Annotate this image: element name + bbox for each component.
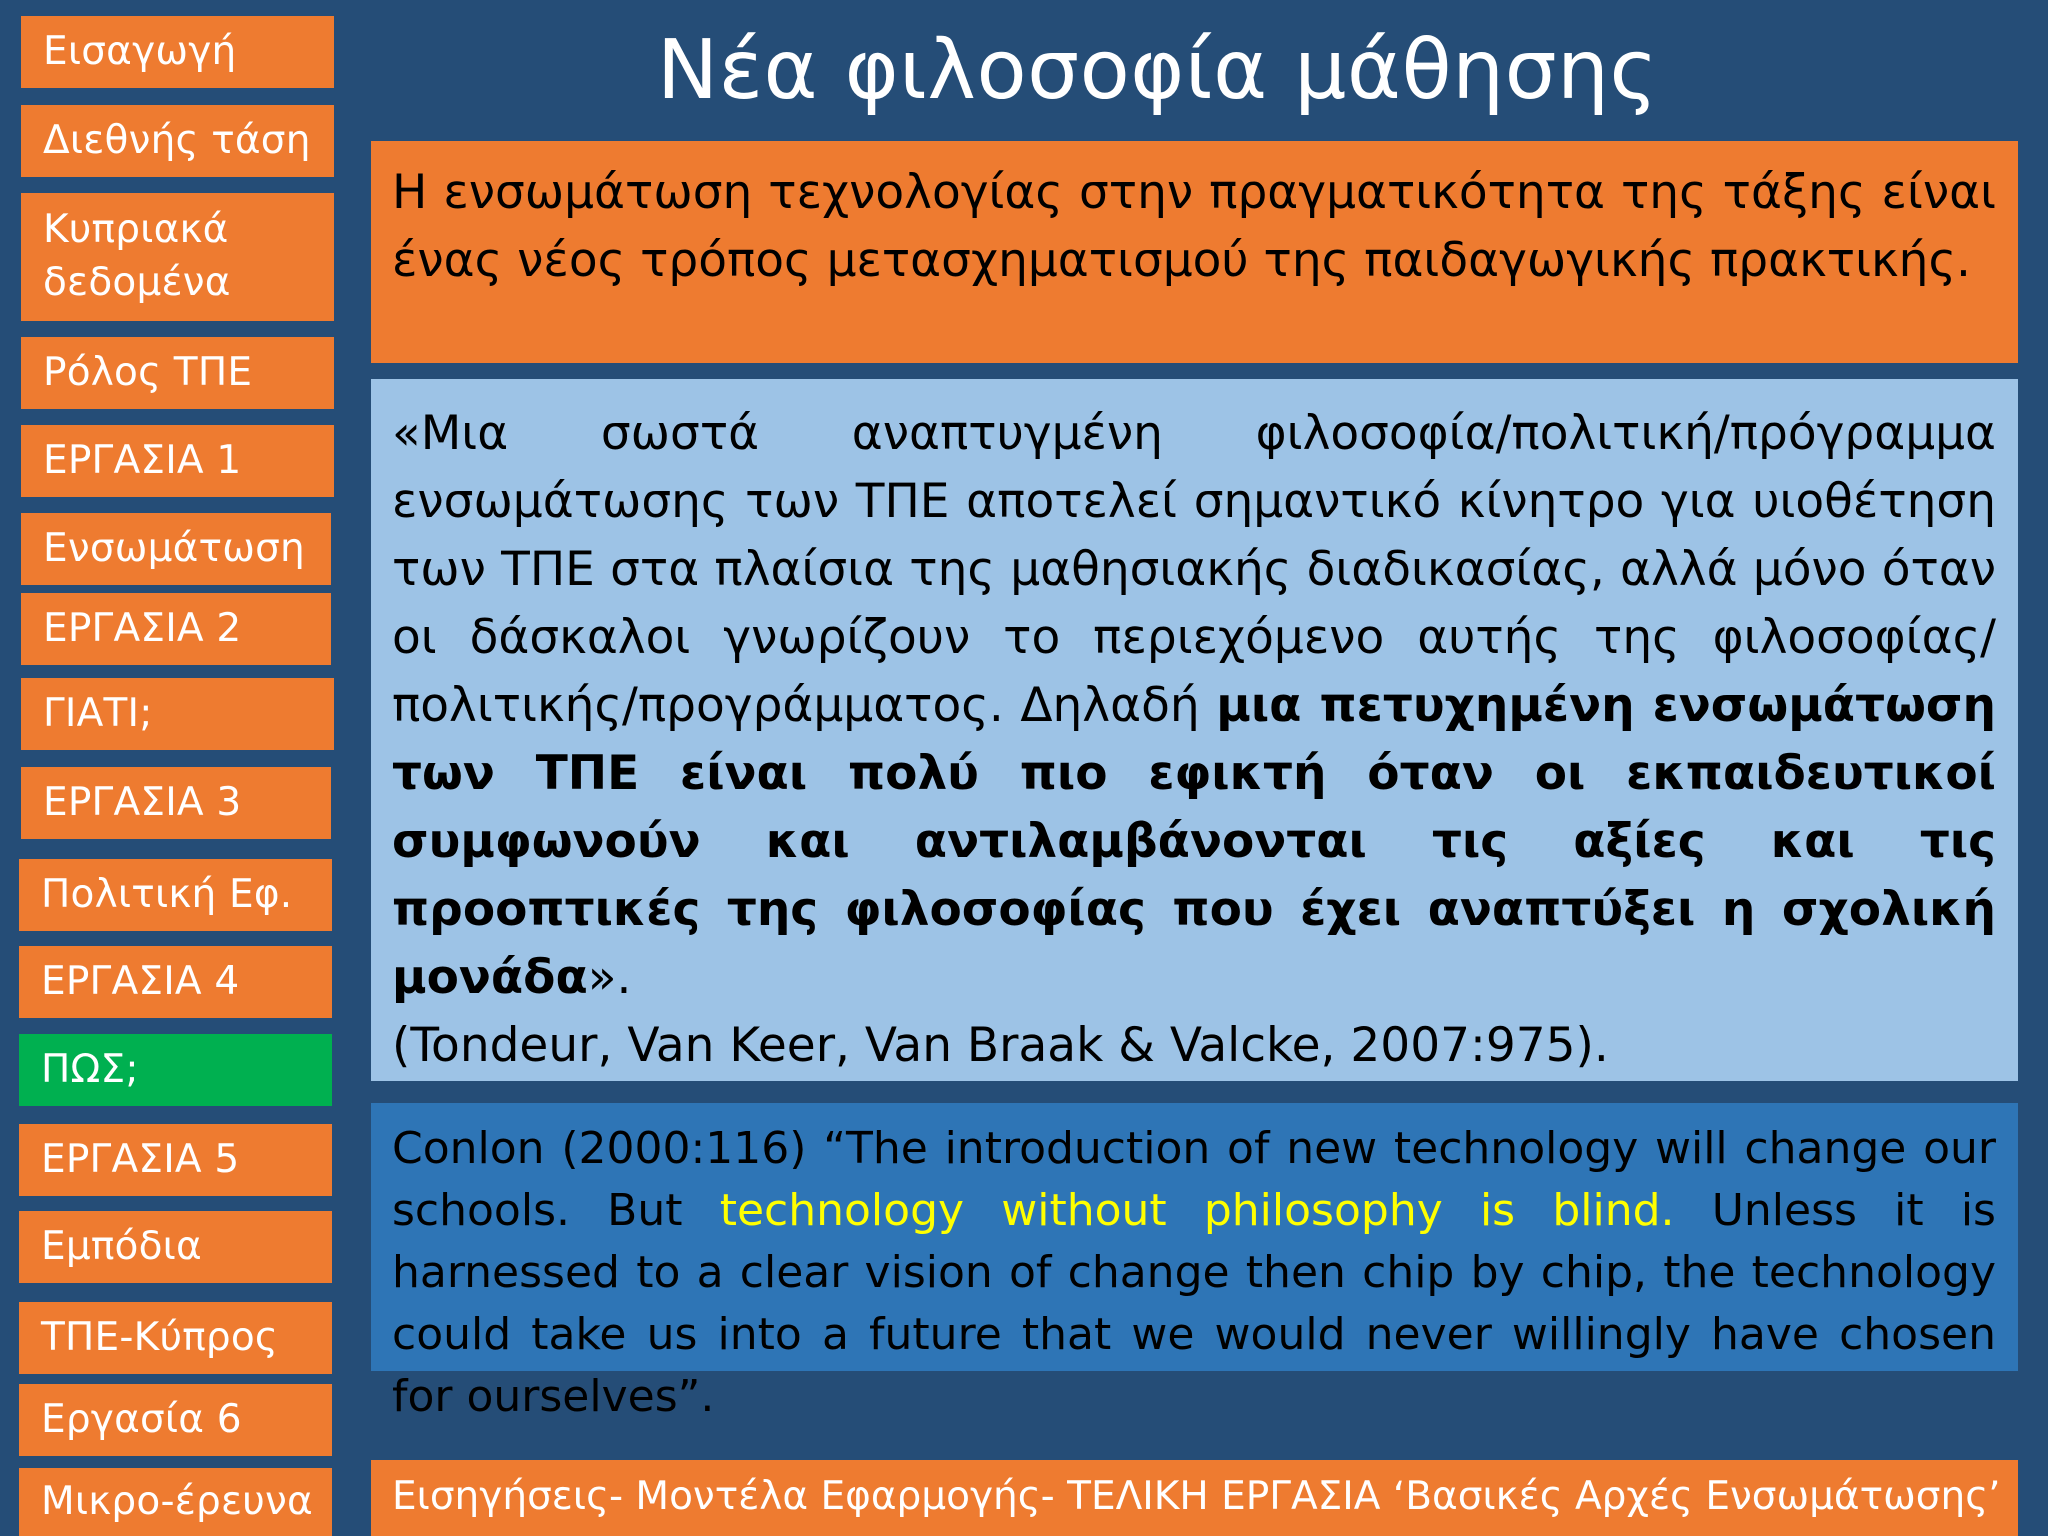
nav-item-ergasia-6[interactable]: Εργασία 6 bbox=[19, 1384, 332, 1456]
conlon-text-before: Conlon (2000:116) “The introduction of new technology will change our schools. But bbox=[392, 1123, 1996, 1236]
nav-item-politiki-ef[interactable]: Πολιτική Εφ. bbox=[19, 859, 332, 931]
intro-text: Η ενσωμάτωση τεχνολογίας στην πραγματικότητα της τάξης είναι ένας νέος τρόπος μετασχηματισμού της παιδαγωγικής πρακτικής. bbox=[392, 165, 1996, 288]
nav-item-kypriaka-dedomena[interactable]: Κυπριακά δεδομένα bbox=[21, 193, 334, 321]
footer-bar bbox=[371, 1460, 2018, 1536]
nav-item-ensomatosi[interactable]: Ενσωμάτωση bbox=[21, 513, 331, 585]
footer-text: Εισηγήσεις- Μοντέλα Εφαρμογής- ΤΕΛΙΚΗ ΕΡΓΑΣΙΑ ‘Βασικές Αρχές Ενσωμάτωσης’ bbox=[392, 1474, 2001, 1519]
quote-citation: (Tondeur, Van Keer, Van Braak & Valcke, 2007:975). bbox=[392, 1018, 1609, 1073]
conlon-box bbox=[371, 1103, 2018, 1422]
nav-item-tpe-kypros[interactable]: ΤΠΕ-Κύπρος bbox=[19, 1302, 332, 1374]
quote-text: «Μια σωστά αναπτυγμένη φιλοσοφία/πολιτική/πρόγραμμα ενσωμάτωσης των ΤΠΕ αποτελεί σημαντικό κίνητρο για υιοθέτηση των ΤΠΕ στα πλαίσια της μαθησιακής διαδικασίας, αλλά μόνο όταν οι δάσκαλοι γνωρίζουν το περιεχόμενο αυτής της φιλοσοφίας/πολιτικής/προγράμματος. Δηλαδή bbox=[392, 406, 1996, 733]
nav-item-rolos-tpe[interactable]: Ρόλος ΤΠΕ bbox=[21, 337, 334, 409]
nav-item-ergasia-5[interactable]: ΕΡΓΑΣΙΑ 5 bbox=[19, 1124, 332, 1196]
quote-end: ». bbox=[587, 950, 632, 1005]
conlon-highlight: technology without philosophy is blind. bbox=[719, 1185, 1675, 1236]
nav-item-giati[interactable]: ΓΙΑΤΙ; bbox=[21, 678, 334, 750]
nav-item-ergasia-2[interactable]: ΕΡΓΑΣΙΑ 2 bbox=[21, 593, 331, 665]
nav-item-ergasia-1[interactable]: ΕΡΓΑΣΙΑ 1 bbox=[21, 425, 334, 497]
quote-bold-text: μια πετυχημένη ενσωμάτωση των ΤΠΕ είναι πολύ πιο εφικτή όταν οι εκπαιδευτικοί συμφωνούν και αντιλαμβάνονται τις αξίες και τις προοπτικές της φιλοσοφίας που έχει αναπτύξει η σχολική μονάδα bbox=[392, 678, 1996, 1005]
nav-item-pos[interactable]: ΠΩΣ; bbox=[19, 1034, 332, 1106]
nav-item-ergasia-3[interactable]: ΕΡΓΑΣΙΑ 3 bbox=[21, 767, 331, 839]
slide-title: Νέα φιλοσοφία μάθησης bbox=[656, 23, 1659, 118]
conlon-text-after: Unless it is harnessed to a clear vision of change then chip by chip, the technology could take us into a future that we would never willingly have chosen for ourselves”. bbox=[392, 1185, 1996, 1422]
quote-box bbox=[371, 379, 2018, 1081]
nav-item-ergasia-4[interactable]: ΕΡΓΑΣΙΑ 4 bbox=[19, 946, 332, 1018]
nav-item-diethnis-tasi[interactable]: Διεθνής τάση bbox=[21, 105, 334, 177]
intro-box bbox=[371, 141, 2018, 363]
nav-item-eisagogi[interactable]: Εισαγωγή bbox=[21, 16, 334, 88]
nav-item-empodia[interactable]: Εμπόδια bbox=[19, 1211, 332, 1283]
nav-item-mikro-erevna[interactable]: Μικρο-έρευνα bbox=[19, 1468, 332, 1536]
